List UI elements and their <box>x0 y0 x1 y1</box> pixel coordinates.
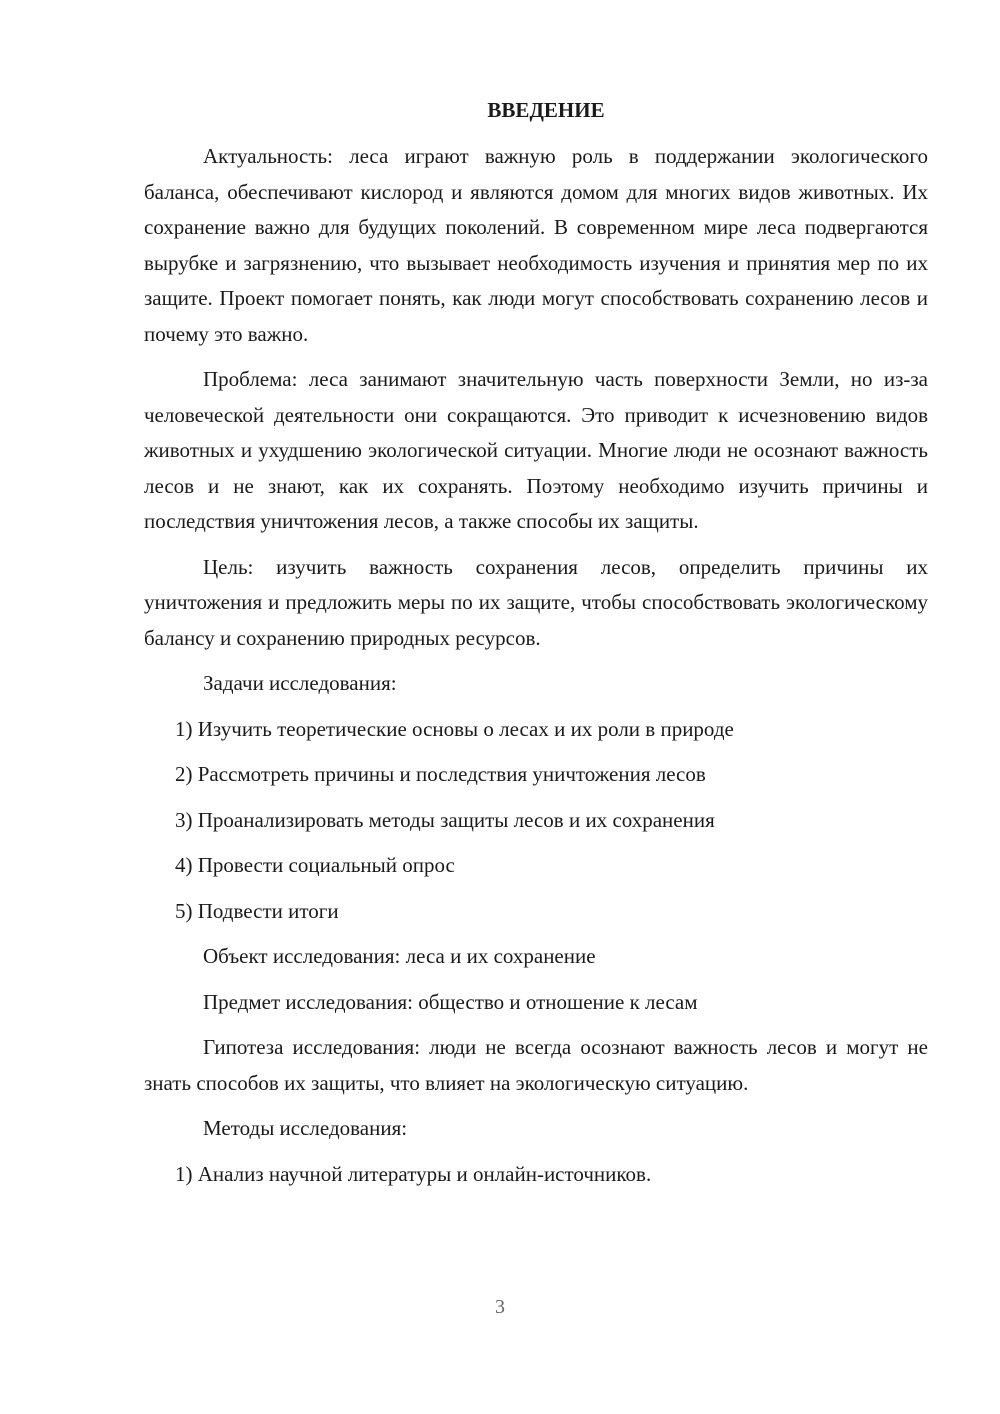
page-content <box>144 95 928 1202</box>
task-item: 3) Проанализировать методы защиты лесов и их сохранения <box>175 807 715 832</box>
research-object: Объект исследования: леса и их сохранение <box>203 944 596 968</box>
research-subject: Предмет исследования: общество и отношение к лесам <box>203 989 698 1014</box>
section-title: ВВЕДЕНИЕ <box>487 98 605 122</box>
tasks-heading: Задачи исследования: <box>203 671 397 695</box>
methods-heading: Методы исследования: <box>203 1116 408 1140</box>
method-item: 1) Анализ научной литературы и онлайн-источников. <box>175 1161 652 1186</box>
goal-paragraph: Цель: изучить важность сохранения лесов, определить причины их уничтожения и предложить меры по их защите, чтобы способствовать экологическому балансу и сохранению природных ресурсов. <box>144 554 928 650</box>
task-item: 5) Подвести итоги <box>175 898 339 923</box>
task-item: 1) Изучить теоретические основы о лесах и их роли в природе <box>175 716 734 741</box>
relevance-paragraph: Актуальность: леса играют важную роль в поддержании экологического баланса, обеспечивают кислород и являются домом для многих видов животных. Их сохранение важно для будущих поколений. В современном мире леса подвергаются вырубке и загрязнению, что вызывает необходимость изучения и принятия мер по их защите. Проект помогает понять, как люди могут способствовать сохранению лесов и почему это важно. <box>144 144 928 346</box>
problem-paragraph: Проблема: леса занимают значительную часть поверхности Земли, но из-за человеческой деятельности они сокращаются. Это приводит к исчезновению видов животных и ухудшению экологической ситуации. Многие люди не осознают важность лесов и не знают, как их сохранять. Поэтому необходимо изучить причины и последствия уничтожения лесов, а также способы их защиты. <box>144 367 928 533</box>
task-item: 4) Провести социальный опрос <box>175 853 455 877</box>
page-number: 3 <box>495 1296 505 1318</box>
hypothesis-paragraph: Гипотеза исследования: люди не всегда осознают важность лесов и могут не знать способов их защиты, что влияет на экологическую ситуацию. <box>144 1035 928 1095</box>
task-item: 2) Рассмотреть причины и последствия уничтожения лесов <box>175 762 706 786</box>
